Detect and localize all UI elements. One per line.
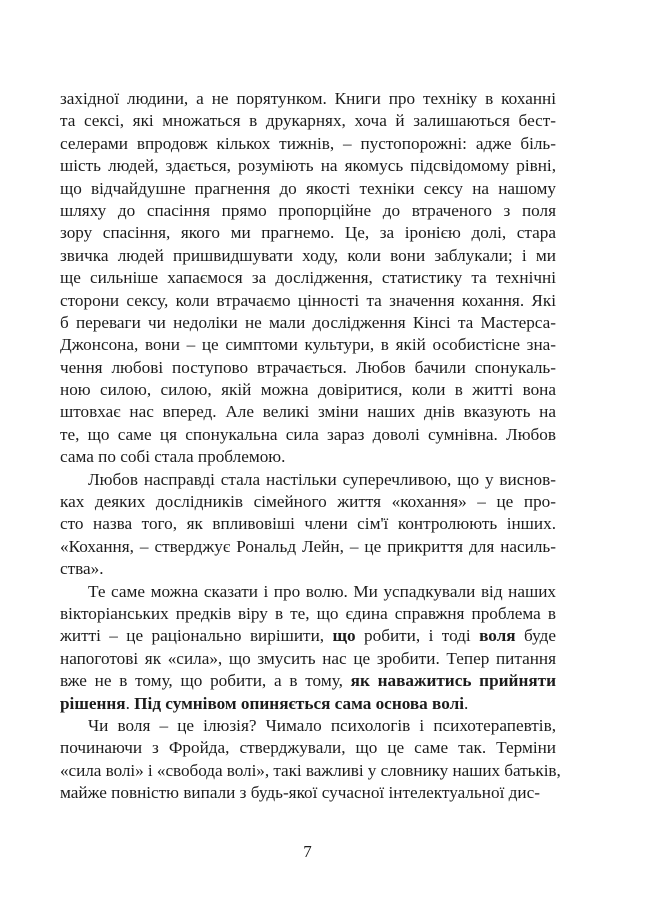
text-line	[60, 603, 556, 625]
text-run: вікторіанських предків віру в те, що єдина справжня проблема в	[60, 603, 556, 623]
text-run: шляху до спасіння прямо пропорційне до втраченого з поля	[60, 200, 556, 220]
text-line	[60, 558, 556, 580]
text-run: Любов насправді стала настільки суперечливою, що у виснов-	[88, 469, 556, 489]
text-line	[60, 469, 556, 491]
text-run: те, що саме ця спонукальна сила зараз доволі сумнівна. Любов	[60, 424, 556, 444]
text-run: зору спасіння, якого ми прагнемо. Це, за іронією долі, стара	[60, 223, 556, 243]
text-run: західної людини, а не порятунком. Книги про техніку в коханні	[60, 89, 556, 108]
text-run: «Кохання, – стверджує Рональд Лейн, – це прикриття для насиль-	[60, 536, 556, 556]
text-run: Те саме можна сказати і про волю. Ми успадкували від наших	[88, 581, 556, 601]
text-run: сторони сексу, коли втрачаємо цінності та значення кохання. Які	[60, 290, 556, 310]
bold-text-run: Під сумнівом опиняється сама основа волі	[134, 693, 465, 713]
text-run: чення любові поступово втрачається. Любов бачили спонукаль-	[60, 357, 556, 377]
text-run: селерами впродовж кількох тижнів, – пустопорожні: адже біль-	[60, 133, 556, 153]
text-run: ства».	[60, 559, 104, 579]
text-line	[60, 401, 556, 423]
text-line	[60, 513, 556, 535]
text-line	[60, 245, 556, 267]
text-run: ще сильніше хапаємося за дослідження, статистику та технічні	[60, 268, 556, 288]
text-line	[60, 379, 556, 401]
text-line	[60, 625, 556, 647]
text-run: Чи воля – це ілюзія? Чимало психологів і психотерапевтів,	[88, 715, 556, 735]
text-line	[60, 178, 556, 200]
text-line	[60, 491, 556, 513]
text-run: сто назва того, як впливовіші члени сім'ї контролюють інших.	[60, 514, 556, 534]
text-line	[60, 536, 556, 558]
text-line	[60, 648, 556, 670]
text-run: .	[464, 693, 469, 713]
bold-text-run: що	[332, 626, 356, 646]
text-run: вже не в тому, що робити, а в тому,	[60, 671, 351, 691]
text-line	[60, 424, 556, 446]
text-line	[60, 760, 561, 782]
text-line	[60, 267, 556, 289]
page-number: 7	[303, 842, 312, 861]
text-line	[60, 222, 556, 244]
text-line	[60, 133, 556, 155]
text-run: звичка людей пришвидшувати ходу, коли вони заблукали; і ми	[60, 245, 556, 265]
paragraph-2	[60, 469, 556, 581]
text-line	[60, 110, 556, 132]
text-line	[60, 581, 556, 603]
bold-text-run: воля	[479, 626, 516, 646]
text-line	[60, 715, 556, 737]
text-run: напоготові як «сила», що змусить нас це зробити. Тепер питання	[60, 648, 556, 668]
text-line	[60, 670, 556, 692]
text-run: робити, і тоді	[355, 626, 480, 646]
paragraph-4	[60, 715, 561, 805]
text-run: б переваги чи недоліки не мали дослідження Кінсі та Мастерса-	[60, 312, 556, 332]
text-line	[60, 357, 556, 379]
text-run: що відчайдушне прагнення до якості техніки сексу на нашому	[60, 178, 556, 198]
bold-text-run: рішення	[60, 693, 126, 713]
paragraph-3	[60, 581, 556, 715]
text-run: майже повністю випали з будь-якої сучасної інтелектуальної дис-	[60, 783, 540, 803]
text-run: «сила волі» і «свобода волі», такі важливі у словнику наших батьків,	[60, 760, 561, 780]
bold-text-run: як наважитись прийняти	[350, 671, 556, 691]
text-run: житті – це раціонально вирішити,	[60, 626, 333, 646]
text-run: .	[125, 693, 135, 713]
text-line	[60, 334, 556, 356]
text-line	[60, 312, 556, 334]
text-line	[60, 446, 556, 468]
body-text	[60, 88, 561, 805]
text-line	[60, 200, 556, 222]
text-run: та сексі, які множаться в друкарнях, хоча й залишаються бест-	[60, 111, 556, 131]
text-run: починаючи з Фройда, стверджували, що це саме так. Терміни	[60, 738, 556, 758]
paragraph-1	[60, 88, 556, 469]
text-line	[60, 782, 556, 804]
text-run: ною силою, силою, якій можна довіритися, коли в житті вона	[60, 380, 556, 400]
text-run: сама по собі стала проблемою.	[60, 447, 286, 467]
text-run: ках деяких дослідників сімейного життя «кохання» – це про-	[60, 492, 556, 512]
text-line	[60, 737, 556, 759]
text-run: буде	[515, 626, 556, 646]
text-run: штовхає нас вперед. Але великі зміни наших днів вказують на	[60, 402, 556, 422]
text-run: шість людей, здається, розуміють на якомусь підсвідомому рівні,	[60, 156, 556, 176]
text-run: Джонсона, вони – це симптоми культури, в якій особистісне зна-	[60, 335, 556, 355]
text-line	[60, 88, 556, 110]
text-line	[60, 290, 556, 312]
text-line	[60, 155, 556, 177]
text-line	[60, 693, 556, 715]
